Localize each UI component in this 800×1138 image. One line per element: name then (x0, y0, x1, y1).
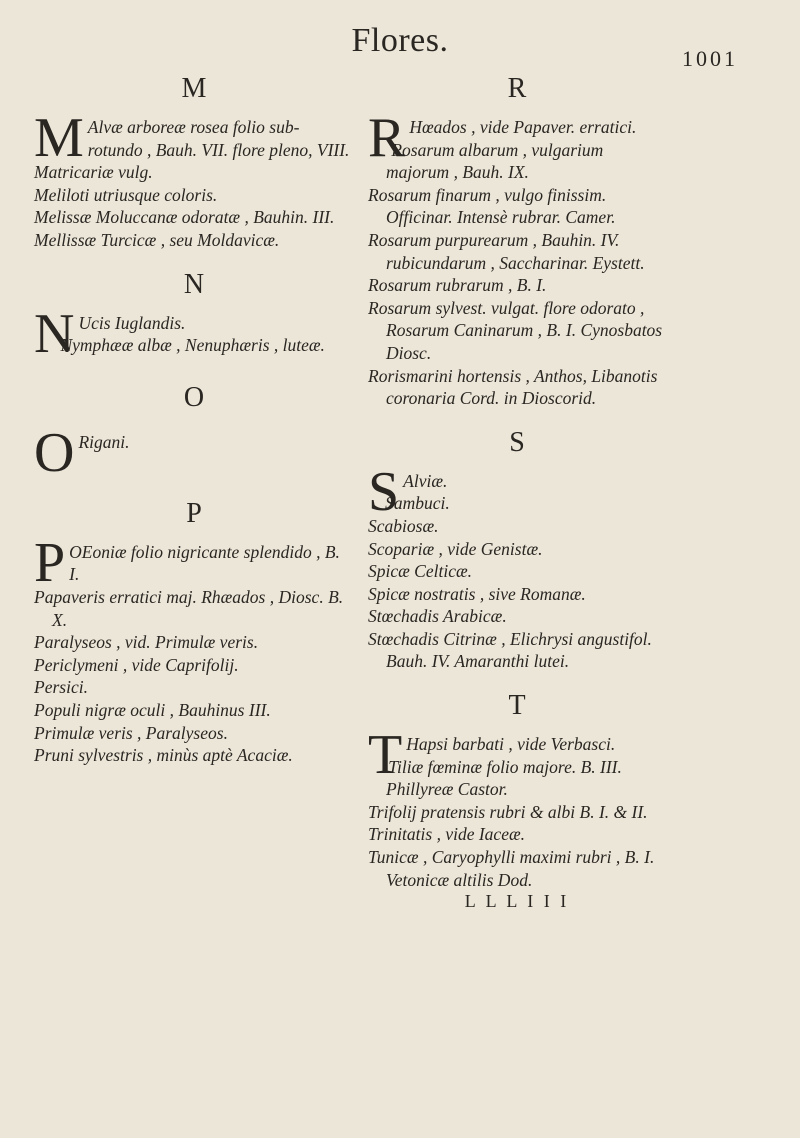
entry-text: Ucis Iuglandis. (78, 312, 186, 333)
entry-text: OEoniæ folio nigricante splendido , B. I. (69, 541, 340, 585)
entry-t-1: Tiliæ fœminæ folio majore. B. III. Phillyreæ Castor. (386, 756, 622, 800)
entry-text: Hœados , vide Papaver. erratici. (409, 117, 637, 137)
letter-heading-p: P (186, 497, 202, 529)
entry-r-2: Rosarum finarum , vulgo finissim. Officinar. Intensè rubrar. Camer. (368, 184, 616, 228)
entry-s-1: Sambuci. (385, 493, 450, 514)
left-column (34, 70, 354, 767)
entry-p-3: Periclymeni , vide Caprifolij. (34, 654, 239, 675)
entry-s-4: Spicæ Celticæ. (368, 561, 473, 582)
letter-heading-o: O (183, 381, 205, 413)
running-head: Flores. (351, 22, 449, 59)
entry-t-2: Trifolij pratensis rubri & albi B. I. & II. (368, 801, 648, 822)
entry-m-4: Mellissæ Turcicæ , seu Moldavicæ. (34, 229, 280, 250)
dropcap-o: O (34, 421, 75, 484)
dropcap-p: P (34, 531, 66, 594)
entry-s-6: Stœchadis Arabicæ. (368, 606, 507, 627)
entry-p-6: Primulæ veris , Paralyseos. (34, 722, 228, 743)
entry-m-3: Melissæ Moluccanæ odoratæ , Bauhin. III. (34, 207, 335, 228)
entry-m-first (34, 107, 354, 169)
entry-r-1: Rosarum albarum , vulgarium majorum , Bauh. IX. (386, 139, 604, 183)
entry-n-1: Nymphææ albæ , Nenuphæris , luteæ. (60, 335, 325, 356)
letter-heading-m: M (181, 73, 207, 104)
entry-r-4: Rosarum rubrarum , B. I. (368, 275, 547, 296)
entry-s-7: Stœchadis Citrinæ , Elichrysi angustifol. Bauh. IV. Amaranthi lutei. (368, 628, 652, 672)
entry-s-3: Scopariæ , vide Genistæ. (368, 538, 543, 559)
entry-p-5: Populi nigræ oculi , Bauhinus III. (34, 699, 271, 720)
right-column (368, 70, 666, 912)
entry-r-6: Rorismarini hortensis , Anthos, Libanotis coronaria Cord. in Dioscorid. (368, 365, 658, 409)
letter-heading-n: N (183, 268, 205, 300)
entry-p-2: Paralyseos , vid. Primulæ veris. (34, 632, 259, 653)
dropcap-t: T (368, 724, 403, 787)
entry-text: Alvæ arboreæ rosea folio sub- (87, 117, 300, 137)
entry-p-1: Papaveris erratici maj. Rhæados , Diosc. B. X. (34, 586, 344, 630)
entry-s-2: Scabiosæ. (368, 515, 439, 536)
letter-heading-r: R (507, 73, 527, 104)
entry-o-first (34, 421, 354, 484)
entry-p-7: Pruni sylvestris , minùs aptè Acaciæ. (34, 745, 293, 766)
entry-s-5: Spicæ nostratis , sive Romanæ. (368, 583, 586, 604)
letter-heading-t: T (508, 690, 526, 722)
signature-mark: L L L I I I (464, 891, 570, 912)
entry-p-first (34, 531, 354, 594)
entry-m-2: Meliloti utriusque coloris. (34, 184, 218, 205)
dropcap-r: R (368, 107, 406, 169)
dropcap-m: M (34, 107, 84, 169)
entry-r-3: Rosarum purpurearum , Bauhin. IV. rubicundarum , Saccharinar. Eystett. (368, 229, 645, 273)
entry-t-3: Trinitatis , vide Iaceæ. (368, 824, 526, 845)
entry-text: Rigani. (78, 431, 130, 452)
entry-m-1: Matricariæ vulg. (34, 162, 153, 183)
entry-text: Alviæ. (403, 470, 448, 491)
dropcap-s: S (368, 460, 400, 523)
page-number: 1001 (682, 46, 738, 71)
entry-text-cont: rotundo , Bauh. VII. flore pleno, VIII. (87, 139, 350, 160)
entry-p-4: Persici. (34, 677, 88, 698)
entry-t-4: Tunicæ , Caryophylli maximi rubri , B. I. Vetonicæ altilis Dod. (368, 847, 655, 890)
entry-r-5: Rosarum sylvest. vulgat. flore odorato , Rosarum Caninarum , B. I. Cynosbatos Diosc. (368, 297, 663, 363)
dropcap-n: N (34, 302, 75, 365)
entry-text: Hapsi barbati , vide Verbasci. (406, 734, 616, 755)
letter-heading-s: S (509, 426, 525, 458)
